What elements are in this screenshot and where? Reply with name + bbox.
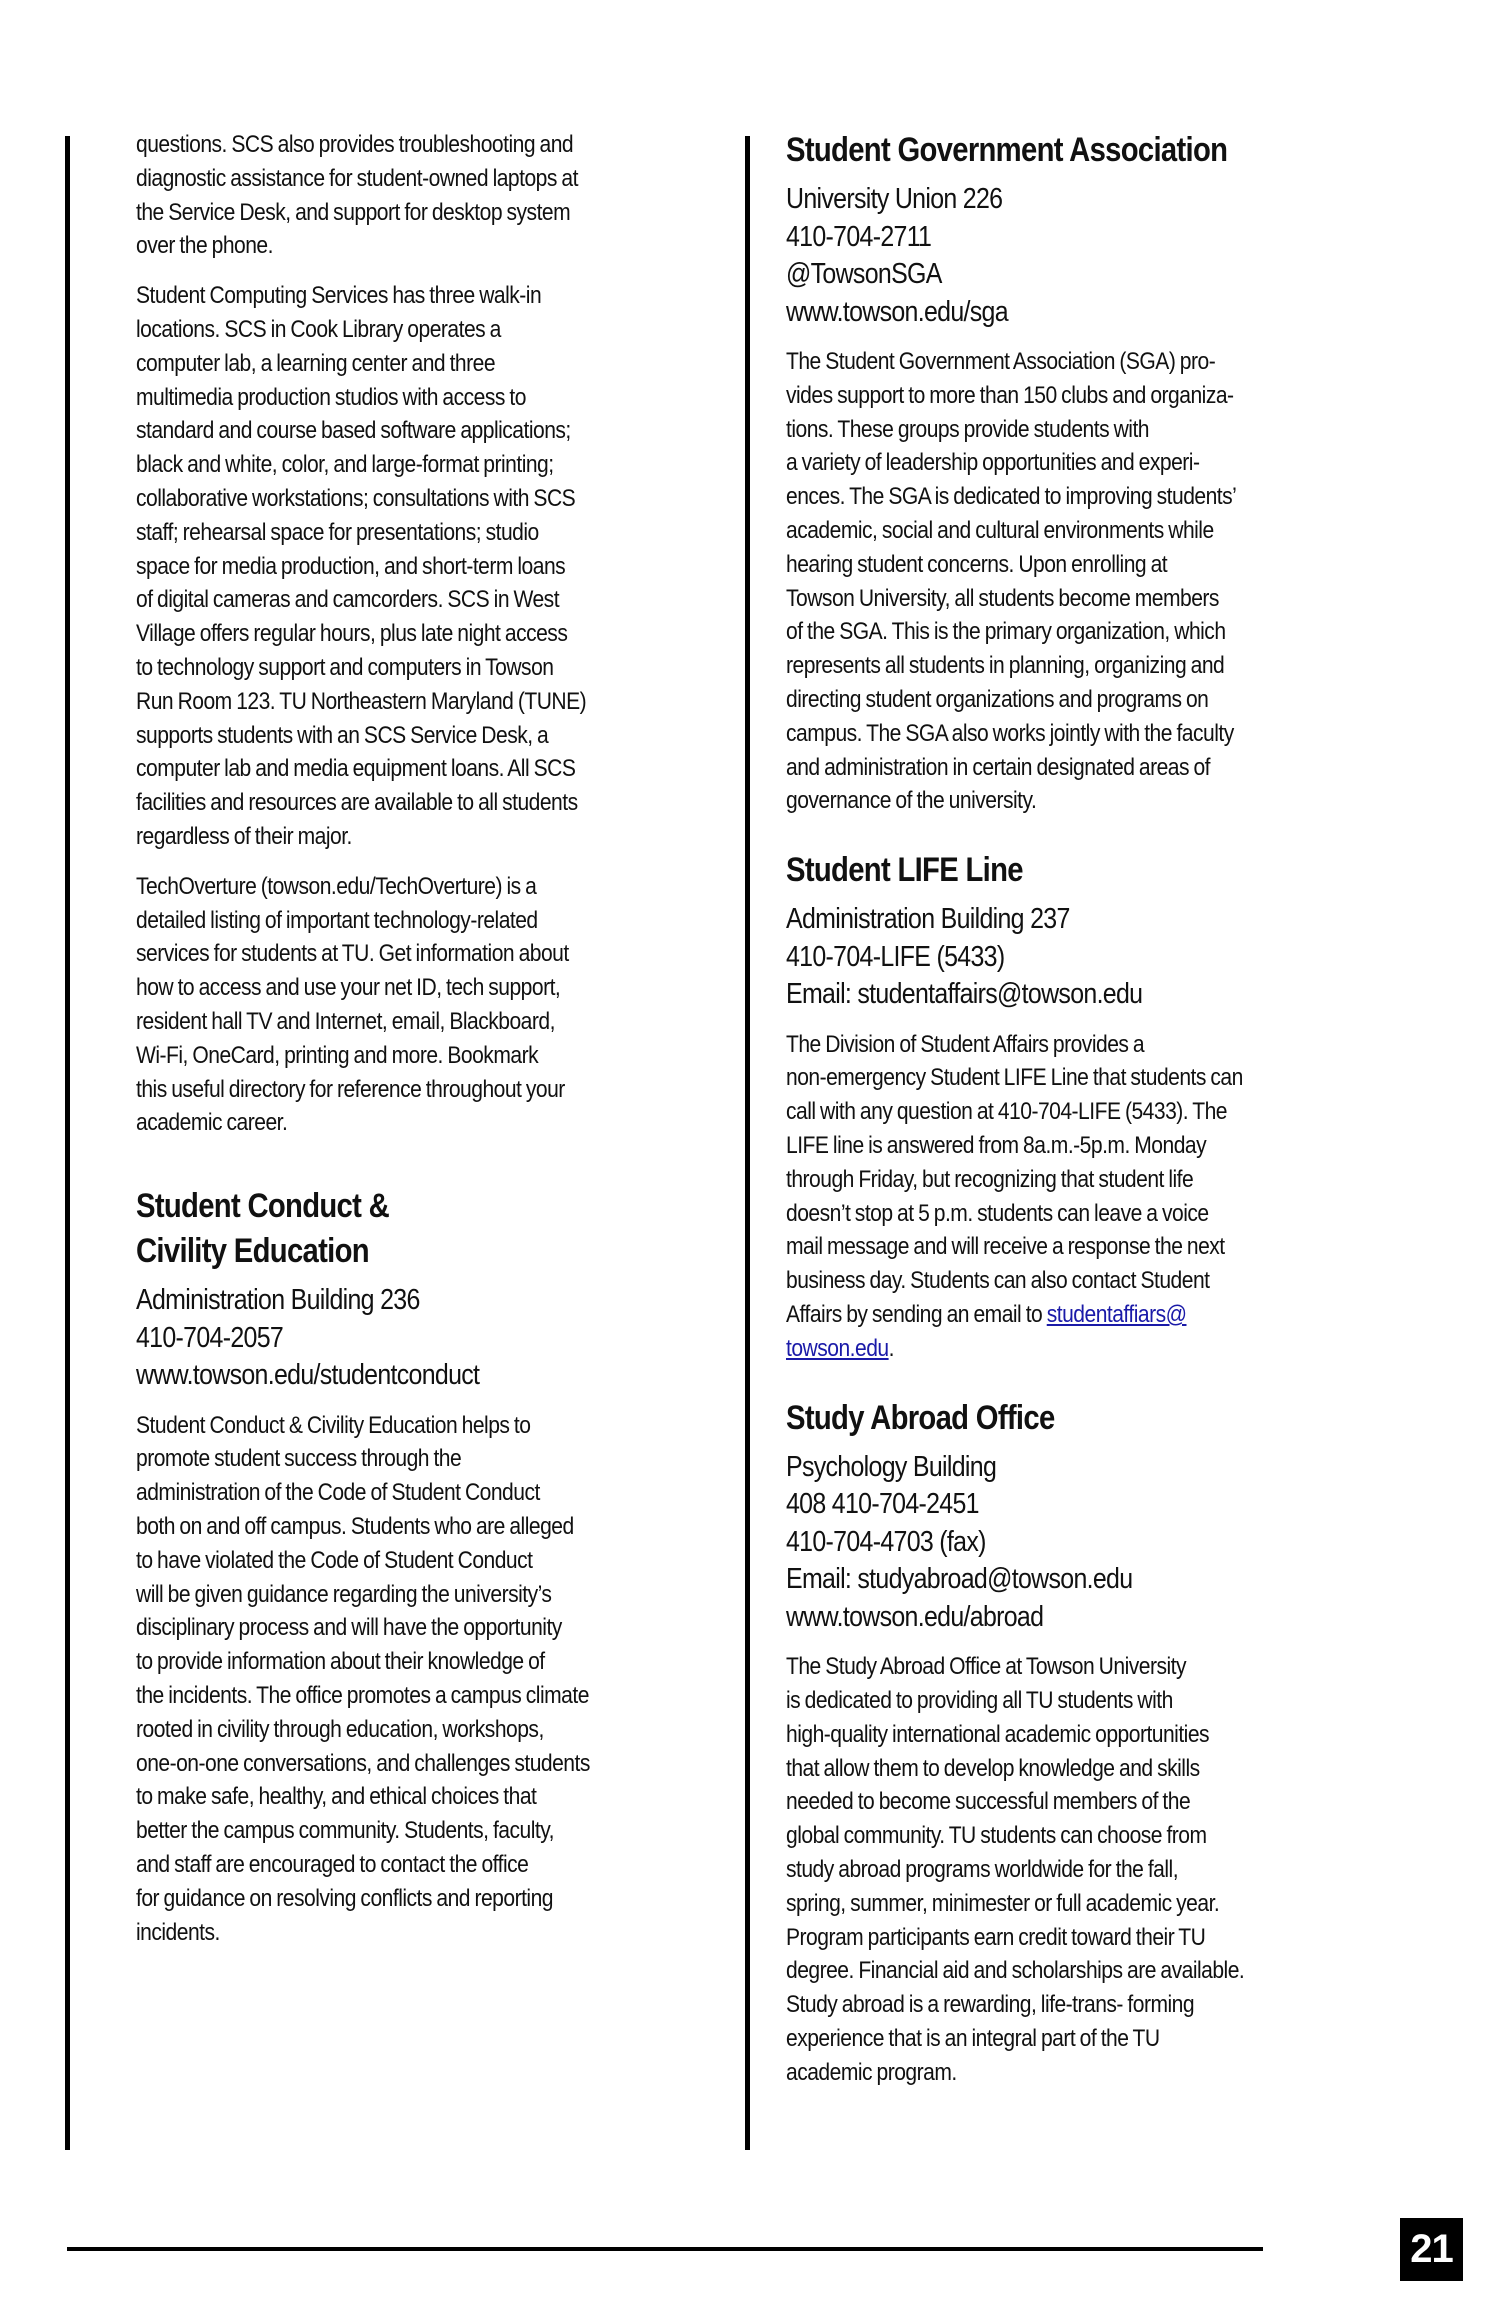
location: Administration Building 237: [786, 903, 1070, 936]
section-study-abroad: [786, 1396, 1366, 2090]
footer-rule: [67, 2247, 1263, 2251]
techoverture-paragraph: TechOverture (towson.edu/TechOverture) is a detailed listing of important technology-related services for students at TU. Get information about how to access and use your net ID, tech support, resident hall TV and Internet, email, Blackboard, Wi-Fi, OneCard, printing and more. Bookmark this useful directory for reference throughout your academic career.: [136, 872, 569, 1137]
left-column-rule: [65, 136, 70, 2150]
phone: 410-704-2711: [786, 220, 932, 253]
left-column: [136, 128, 716, 1979]
section-student-conduct: [136, 1184, 716, 1949]
section-heading: Student Conduct & Civility Education: [136, 1187, 390, 1271]
section-heading: Student LIFE Line: [786, 851, 1023, 890]
section-heading: Student Government Association: [786, 131, 1228, 169]
location: Psychology Building: [786, 1450, 997, 1483]
scs-paragraph-1: questions. SCS also provides troubleshooting and diagnostic assistance for student-owned laptops at the Service Desk, and support for desktop system over the phone.: [136, 131, 578, 260]
right-column: [786, 128, 1366, 2119]
section-description: The Division of Student Affairs provides a non-emergency Student LIFE Line that students can call with any question at 410-704-LIFE (5433). The LIFE line is answered from 8a.m.-5p.m. Monday through Friday, but recognizing that student life doesn’t stop at 5 p.m. students can leave a voice mail message and will receive a response the next business day. Students can also contact Student Affairs by sending an email to studentaffiars@ towson.edu.: [786, 1030, 1243, 1362]
section-description: The Study Abroad Office at Towson University is dedicated to providing all TU students with high-quality international academic opportunities that allow them to develop knowledge and skills needed to become successful members of the global community. TU students can choose from study abroad programs worldwide for the fall, spring, summer, minimester or full academic year. Program participants earn credit toward their TU degree. Financial aid and scholarships are available. Study abroad is a rewarding, life-trans- forming experience that is an integral part of the TU academic program.: [786, 1653, 1245, 2086]
section-life-line: [786, 848, 1366, 1365]
email: Email: studentaffairs@towson.edu: [786, 978, 1143, 1011]
page-number: 21: [1400, 2218, 1463, 2281]
social-handle: @TowsonSGA: [786, 258, 942, 290]
website: www.towson.edu/sga: [786, 295, 1008, 328]
location: University Union 226: [786, 183, 1003, 215]
section-description: The Student Government Association (SGA) pro- vides support to more than 150 clubs and organiza- tions. These groups provide students with a variety of leadership opportunities and experi- ences. The SGA is dedicated to improving students’ academic, social and cultural environments while hearing student concerns. Upon enrolling at Towson University, all students become members of the SGA. This is the primary organization, which represents all students in planning, organizing and directing student organizations and programs on campus. The SGA also works jointly with the faculty and administration in certain designated areas of governance of the university.: [786, 348, 1237, 815]
website: www.towson.edu/studentconduct: [136, 1359, 480, 1392]
contact-block: [786, 901, 1366, 1014]
fax: 410-704-4703 (fax): [786, 1525, 986, 1558]
scs-paragraph-2: Student Computing Services has three walk-in locations. SCS in Cook Library operates a computer lab, a learning center and three multimedia production studios with access to standard and course based software applications; black and white, color, and large-format printing; collaborative workstations; consultations with SCS staff; rehearsal space for presentations; studio space for media production, and short-term loans of digital cameras and camcorders. SCS in West Village offers regular hours, plus late night access to technology support and computers in Towson Run Room 123. TU Northeastern Maryland (TUNE) supports students with an SCS Service Desk, a computer lab and media equipment loans. All SCS facilities and resources are available to all students regardless of their major.: [136, 282, 587, 850]
section-sga: [786, 128, 1366, 818]
phone: 410-704-LIFE (5433): [786, 940, 1005, 973]
contact-block: [136, 1282, 716, 1395]
email: Email: studyabroad@towson.edu: [786, 1563, 1133, 1596]
contact-block: [786, 181, 1366, 331]
phone: 408 410-704-2451: [786, 1488, 979, 1521]
contact-block: [786, 1449, 1366, 1637]
website: www.towson.edu/abroad: [786, 1600, 1044, 1633]
student-affairs-email-link-continued[interactable]: towson.edu: [786, 1334, 889, 1362]
middle-column-rule: [745, 136, 750, 2150]
student-affairs-email-link[interactable]: studentaffiars@: [1046, 1301, 1187, 1329]
phone: 410-704-2057: [136, 1321, 284, 1354]
section-heading: Study Abroad Office: [786, 1398, 1055, 1437]
location: Administration Building 236: [136, 1284, 420, 1317]
section-description: Student Conduct & Civility Education helps to promote student success through the administration of the Code of Student Conduct both on and off campus. Students who are alleged to have violated the Code of Student Conduct will be given guidance regarding the university’s disciplinary process and will have the opportunity to provide information about their knowledge of the incidents. The office promotes a campus climate rooted in civility through education, workshops, one-on-one conversations, and challenges students to make safe, healthy, and ethical choices that better the campus community. Students, faculty, and staff are encouraged to contact the office for guidance on resolving conflicts and reporting incidents.: [136, 1411, 590, 1946]
